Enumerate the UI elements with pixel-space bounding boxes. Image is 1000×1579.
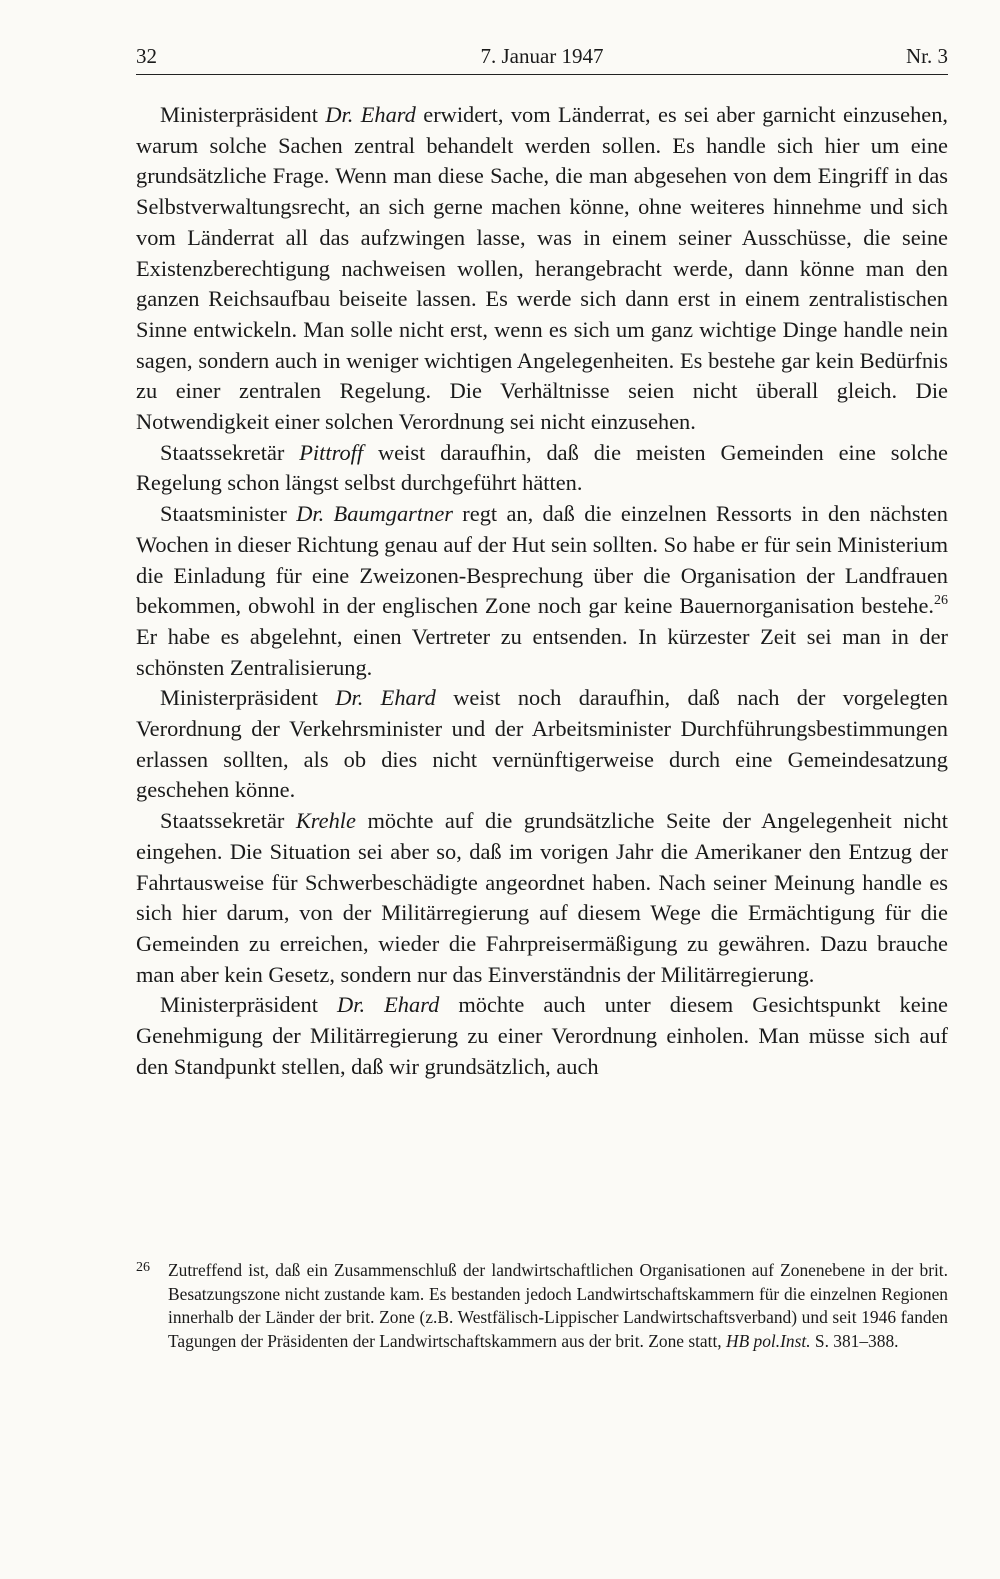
footnote-text: Zutreffend ist, daß ein Zusammenschluß der landwirtschaftlichen Organisationen auf Zonenebene in der brit. Besatzungszone nicht zustande kam. Es bestanden jedoch Landwirtschaftskammern für die einzelnen Regionen innerhalb der Länder der brit. Zone (z.B. Westfälisch-Lippischer Landwirtschaftsverband) und seit 1946 fanden Tagungen der Präsidenten der Landwirtschaftskammern aus der brit. Zone statt,: [168, 1260, 948, 1351]
speaker-title: Ministerpräsident: [160, 992, 338, 1018]
speaker-name: Pittroff: [299, 439, 364, 465]
header-issue-number: Nr. 3: [906, 44, 948, 68]
footnotes: [136, 1259, 948, 1353]
speaker-title: Ministerpräsident: [160, 102, 326, 127]
speaker-title: Staatssekretär: [160, 808, 296, 834]
paragraph: [136, 100, 948, 438]
paragraph: [136, 499, 948, 683]
paragraph-text: Er habe es abgelehnt, einen Vertreter zu entsenden. In kürzester Zeit sei man in der schönsten Zentralisierung.: [136, 623, 948, 680]
speaker-title: Ministerpräsident: [160, 685, 336, 711]
paragraph-text: erwidert, vom Länderrat, es sei aber garnicht einzusehen, warum solche Sachen zentral behandelt werden sollen. Es handle sich hier um eine grundsätzliche Frage. Wenn man diese Sache, die man abgesehen von dem Eingriff in das Selbstverwaltungsrecht, an sich gerne machen könne, ohne weiteres hinnehme und sich vom Länderrat all das aufzwingen lasse, was in einem seiner Ausschüsse, die seine Existenzberechtigung nachweisen wollen, herangebracht werde, dann könne man den ganzen Reichsaufbau beiseite lassen. Es werde sich dann erst in einem zentralistischen Sinne entwickeln. Man solle nicht erst, wenn es sich um ganz wichtige Dinge handle nein sagen, sondern auch in weniger wichtigen Angelegenheiten. Es bestehe gar kein Bedürfnis zu einer zentralen Regelung. Die Verhältnisse seien nicht überall gleich. Die Notwendigkeit einer solchen Verordnung sei nicht einzusehen.: [136, 102, 949, 435]
paragraph: [136, 438, 948, 499]
paragraph-text: weist daraufhin, daß die meisten Gemeinden eine solche Regelung schon längst selbst durchgeführt hätten.: [136, 439, 948, 496]
footnote-pages: S. 381–388.: [810, 1330, 899, 1351]
speaker-name: Dr. Ehard: [335, 685, 436, 711]
body-text: [136, 100, 948, 1083]
footnote: [136, 1259, 948, 1353]
speaker-title: Staatsminister: [160, 501, 297, 527]
paragraph-text: weist noch daraufhin, daß nach der vorgelegten Verordnung der Verkehrsminister und der Arbeitsminister Durchführungsbestimmungen erlassen sollten, als ob dies nicht vernünftigerweise durch eine Gemeindesatzung geschehen könne.: [136, 685, 949, 803]
running-header: [136, 42, 948, 75]
paragraph: [136, 683, 948, 806]
paragraph-text: möchte auch unter diesem Gesichtspunkt keine Genehmigung der Militärregierung zu einer Verordnung einholen. Man müsse sich auf den Standpunkt stellen, daß wir grundsätzlich, auch: [136, 992, 948, 1079]
paragraph: [136, 990, 948, 1082]
speaker-name: Dr. Ehard: [337, 992, 440, 1018]
page-number: 32: [136, 44, 157, 68]
paragraph: [136, 806, 948, 990]
speaker-name: Dr. Ehard: [325, 102, 416, 127]
header-date: 7. Januar 1947: [480, 44, 604, 68]
footnote-source: HB pol.Inst.: [726, 1330, 811, 1351]
speaker-name: Krehle: [295, 808, 356, 834]
paragraph-text: möchte auf die grundsätzliche Seite der Angelegenheit nicht eingehen. Die Situation sei aber so, daß im vorigen Jahr die Amerikaner den Entzug der Fahrtausweise für Schwerbeschädigte angeordnet haben. Nach seiner Meinung handle es sich hier darum, von der Militärregierung auf diesem Wege die Ermächtigung für die Gemeinden zu erreichen, wieder die Fahrpreisermäßigung zu gewähren. Dazu brauche man aber kein Gesetz, sondern nur das Einverständnis der Militärregierung.: [136, 808, 948, 987]
footnote-reference[interactable]: 26: [934, 593, 948, 609]
speaker-title: Staatssekretär: [160, 439, 300, 465]
paragraph-text: regt an, daß die einzelnen Ressorts in den nächsten Wochen in dieser Richtung genau auf der Hut sein sollten. So habe er für sein Ministerium die Einladung für eine Zweizonen-Besprechung über die Organisation der Landfrauen bekommen, obwohl in der englischen Zone noch gar keine Bauernorganisation bestehe.: [136, 501, 948, 619]
footnote-number: 26: [136, 1260, 150, 1275]
speaker-name: Dr. Baumgartner: [296, 501, 453, 527]
